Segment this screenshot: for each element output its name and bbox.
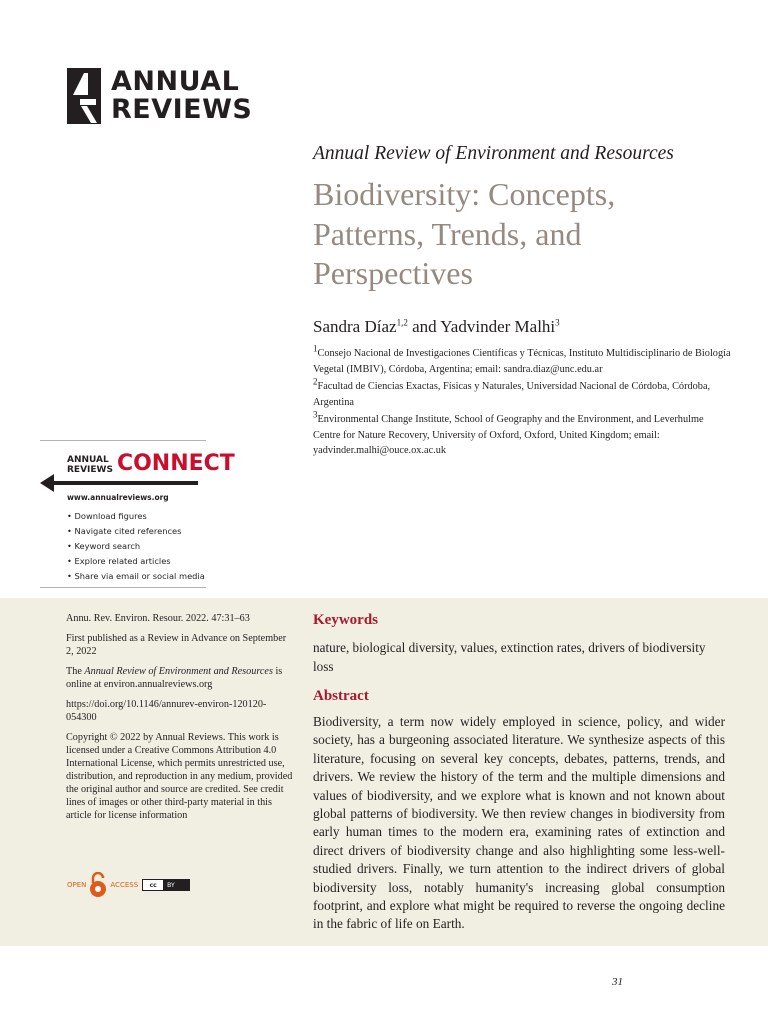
keywords-heading: Keywords bbox=[313, 612, 378, 628]
annual-reviews-logo bbox=[67, 68, 252, 124]
copyright-notice: Copyright © 2022 by Annual Reviews. This work is licensed under a Creative Commons Attribution 4.0 International License, which permits unrestricted use, distribution, and reproduction in any medium, provided the original author and source are credited. See credit lines of images or other third-party material in this article for license information bbox=[66, 732, 293, 821]
connect-small-line-1: ANNUAL bbox=[67, 455, 109, 465]
affiliation-marker: 1 bbox=[313, 343, 318, 354]
online-info-suffix: is online at environ.annualreviews.org bbox=[66, 666, 283, 690]
abstract-heading: Abstract bbox=[313, 688, 369, 704]
affiliation-text: Facultad de Ciencias Exactas, Físicas y Naturales, Universidad Nacional de Córdoba, Córdoba, Argentina bbox=[313, 381, 711, 408]
connect-feature-item: • Download figures bbox=[67, 509, 205, 524]
author-connector: and bbox=[407, 317, 441, 336]
connect-title: CONNECT bbox=[116, 451, 235, 476]
connect-feature-list bbox=[67, 509, 205, 584]
connect-feature-item: • Explore related articles bbox=[67, 554, 205, 569]
creative-commons-badge bbox=[142, 879, 190, 891]
open-access-label-access: ACCESS bbox=[110, 881, 139, 889]
open-lock-icon bbox=[89, 872, 107, 898]
keywords-text: nature, biological diversity, values, extinction rates, drivers of biodiversity loss bbox=[313, 640, 706, 674]
open-access-label-open: OPEN bbox=[67, 881, 87, 889]
affiliation-text: Environmental Change Institute, School of Geography and the Environment, and Leverhulme Centre for Nature Recovery, University of Oxford, Oxford, United Kingdom; email: yadvinder.malhi@ouce.ox.ac.uk bbox=[313, 414, 704, 456]
author-name: Sandra Díaz bbox=[313, 317, 397, 336]
annual-reviews-connect-box[interactable] bbox=[40, 440, 235, 588]
publication-info-sidebar bbox=[66, 612, 294, 830]
abstract-text: Biodiversity, a term now widely employed in science, policy, and wider society, has a burgeoning associated literature. We synthesize aspects of this literature, focusing on several key concepts, debates, patterns, trends, and drivers. We review the history of the term and the multiple dimensions and values of biodiversity, and we explore what is known and not known about global patterns of biodiversity. We then review changes in biodiversity from early human times to the modern era, examining rates of extinction and direct drivers of biodiversity change and also highlighting some less-well-studied drivers. Finally, we turn attention to the indirect drivers of global biodiversity loss, notably humanity's increasing global consumption footprint, and explore what might be required to reverse the ongoing decline in the fabric of life on Earth. bbox=[313, 714, 725, 932]
connect-small-label bbox=[67, 455, 113, 475]
affiliation bbox=[313, 409, 733, 459]
online-info bbox=[66, 665, 294, 691]
logo-line-1: ANNUAL bbox=[111, 66, 240, 97]
online-info-prefix: The bbox=[66, 666, 85, 677]
connect-header bbox=[67, 453, 235, 475]
affiliation-text: Consejo Nacional de Investigaciones Científicas y Técnicas, Instituto Multidisciplinario de Biología Vegetal (IMBIV), Córdoba, Argentina; email: sandra.diaz@unc.edu.ar bbox=[313, 348, 731, 375]
affiliations bbox=[313, 343, 733, 461]
author-line bbox=[313, 317, 560, 337]
affiliation-marker: 3 bbox=[313, 409, 318, 420]
connect-small-line-2: REVIEWS bbox=[67, 465, 113, 475]
journal-name: Annual Review of Environment and Resources bbox=[313, 143, 674, 164]
author-affiliation-marker: 1,2 bbox=[396, 317, 408, 328]
connect-url-link[interactable]: www.annualreviews.org bbox=[67, 493, 169, 502]
logo-line-2: REVIEWS bbox=[111, 94, 253, 125]
citation: Annu. Rev. Environ. Resour. 2022. 47:31–63 bbox=[66, 613, 250, 624]
article-title: Biodiversity: Concepts, Patterns, Trends, and Perspectives bbox=[313, 176, 616, 291]
online-info-journal: Annual Review of Environment and Resources bbox=[84, 666, 273, 677]
author-affiliation-marker: 3 bbox=[555, 317, 560, 328]
affiliation bbox=[313, 343, 733, 377]
author-name: Yadvinder Malhi bbox=[440, 317, 556, 336]
doi-link[interactable]: https://doi.org/10.1146/annurev-environ-120120-054300 bbox=[66, 699, 267, 723]
open-access-badge bbox=[67, 872, 190, 898]
annual-reviews-logo-icon bbox=[67, 68, 101, 124]
connect-feature-item: • Navigate cited references bbox=[67, 524, 205, 539]
affiliation-marker: 2 bbox=[313, 376, 318, 387]
left-arrow-icon bbox=[40, 474, 198, 492]
cc-by-label: BY bbox=[167, 881, 175, 889]
first-published: First published as a Review in Advance on September 2, 2022 bbox=[66, 633, 287, 657]
annual-reviews-wordmark bbox=[111, 68, 252, 124]
page-number: 31 bbox=[612, 976, 623, 988]
connect-feature-item: • Share via email or social media bbox=[67, 569, 205, 584]
connect-feature-item: • Keyword search bbox=[67, 539, 205, 554]
cc-icon: cc bbox=[143, 880, 163, 890]
affiliation bbox=[313, 376, 733, 410]
